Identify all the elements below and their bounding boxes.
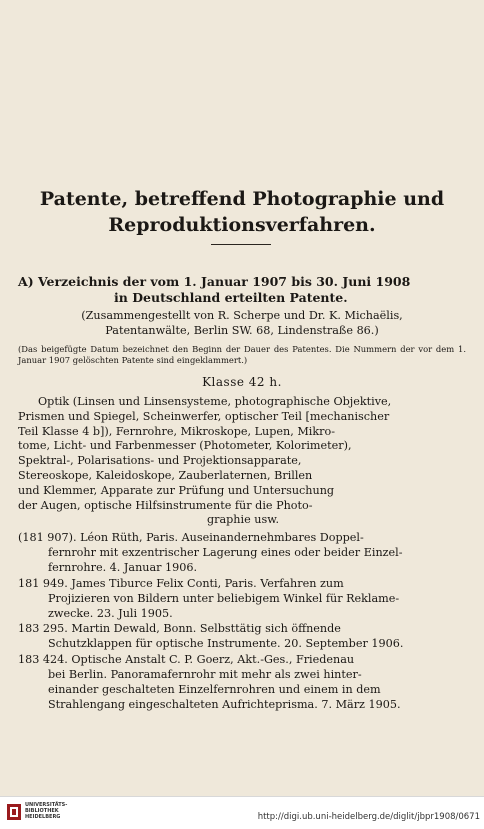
patent-entry <box>18 621 470 651</box>
footer-bar <box>0 796 484 829</box>
class-description-line: Teil Klasse 4 b]), Fernrohre, Mikroskope, Lupen, Mikro- <box>18 424 336 438</box>
patent-entry-line: 183 295. Martin Dewald, Bonn. Selbsttätig sich öffnende <box>18 622 341 636</box>
compiler-credit-line-2: Patentanwälte, Berlin SW. 68, Lindenstraße 86.) <box>105 324 379 337</box>
patent-entry-line: fernrohre. 4. Januar 1906. <box>48 561 198 575</box>
library-logo[interactable] <box>6 800 66 828</box>
title-line-1: Patente, betreffend Photographie und <box>39 188 445 210</box>
section-heading-line-2: in Deutschland erteilten Patente. <box>114 290 348 305</box>
patent-entry-line: zwecke. 23. Juli 1905. <box>48 607 173 621</box>
library-seal-icon <box>6 802 22 822</box>
library-logo-text <box>25 802 69 821</box>
logo-text-line: UNIVERSITÄTS- <box>25 802 68 808</box>
class-description-line: der Augen, optische Hilfsinstrumente für die Photo- <box>18 498 313 512</box>
class-description-line: Prismen und Spiegel, Scheinwerfer, optischer Teil [mechanischer <box>18 409 390 423</box>
logo-text-line: BIBLIOTHEK <box>25 808 59 815</box>
patent-entry-line: Schutzklappen für optische Instrumente. 20. September 1906. <box>48 637 404 651</box>
logo-text-line: HEIDELBERG <box>25 814 61 821</box>
section-heading-line-1: A) Verzeichnis der vom 1. Januar 1907 bis 30. Juni 1908 <box>18 274 411 289</box>
patent-entry-line: Projizieren von Bildern unter beliebigem Winkel für Reklame- <box>48 591 400 605</box>
patent-entry <box>18 530 470 576</box>
patent-entry-line: einander geschalteten Einzelfernrohren und einem in dem <box>48 683 381 697</box>
class-description-line: tome, Licht- und Farbenmesser (Photometer, Kolorimeter), <box>18 439 352 453</box>
patent-entry-line: bei Berlin. Panoramafernrohr mit mehr als zwei hinter- <box>48 667 362 681</box>
class-description <box>18 395 468 528</box>
class-description-line: Stereoskope, Kaleidoskope, Zauberlaternen, Brillen <box>18 468 313 482</box>
patent-entry <box>18 652 470 713</box>
patent-entry-line: 181 949. James Tiburce Felix Conti, Paris. Verfahren zum <box>18 576 344 590</box>
patent-entry-line: fernrohr mit exzentrischer Lagerung eines oder beider Einzel- <box>48 546 403 560</box>
section-heading <box>18 274 466 306</box>
patent-list <box>18 530 470 712</box>
source-url-link[interactable]: http://digi.ub.uni-heidelberg.de/diglit/jbpr1908/0671 <box>257 812 480 822</box>
class-description-line: graphie usw. <box>206 513 280 527</box>
title-line-2: Reproduktionsverfahren. <box>108 214 376 236</box>
class-description-line: Spektral-, Polarisations- und Projektionsapparate, <box>18 454 302 468</box>
patent-entry-line: (181 907). Léon Rüth, Paris. Auseinandernehmbares Doppel- <box>18 531 364 544</box>
compiler-credit <box>28 308 456 338</box>
class-heading: Klasse 42 h. <box>202 375 282 389</box>
patent-entry-line: Strahlengang eingeschalteten Aufrichteprisma. 7. März 1905. <box>48 698 401 712</box>
class-description-line: und Klemmer, Apparate zur Prüfung und Untersuchung <box>18 483 335 497</box>
patent-entry-line: 183 424. Optische Anstalt C. P. Goerz, Akt.-Ges., Friedenau <box>18 652 355 666</box>
title-divider <box>211 244 271 245</box>
class-description-line: Optik (Linsen und Linsensysteme, photographische Objektive, <box>38 395 392 408</box>
patent-entry <box>18 576 470 622</box>
date-note: (Das beigefügte Datum bezeichnet den Beginn der Dauer des Patentes. Die Nummern der vor dem 1. Januar 1907 gelöschten Patente sind eingeklammert.) <box>18 344 466 365</box>
page-title <box>20 186 464 238</box>
compiler-credit-line-1: (Zusammengestellt von R. Scherpe und Dr. K. Michaëlis, <box>81 309 403 322</box>
